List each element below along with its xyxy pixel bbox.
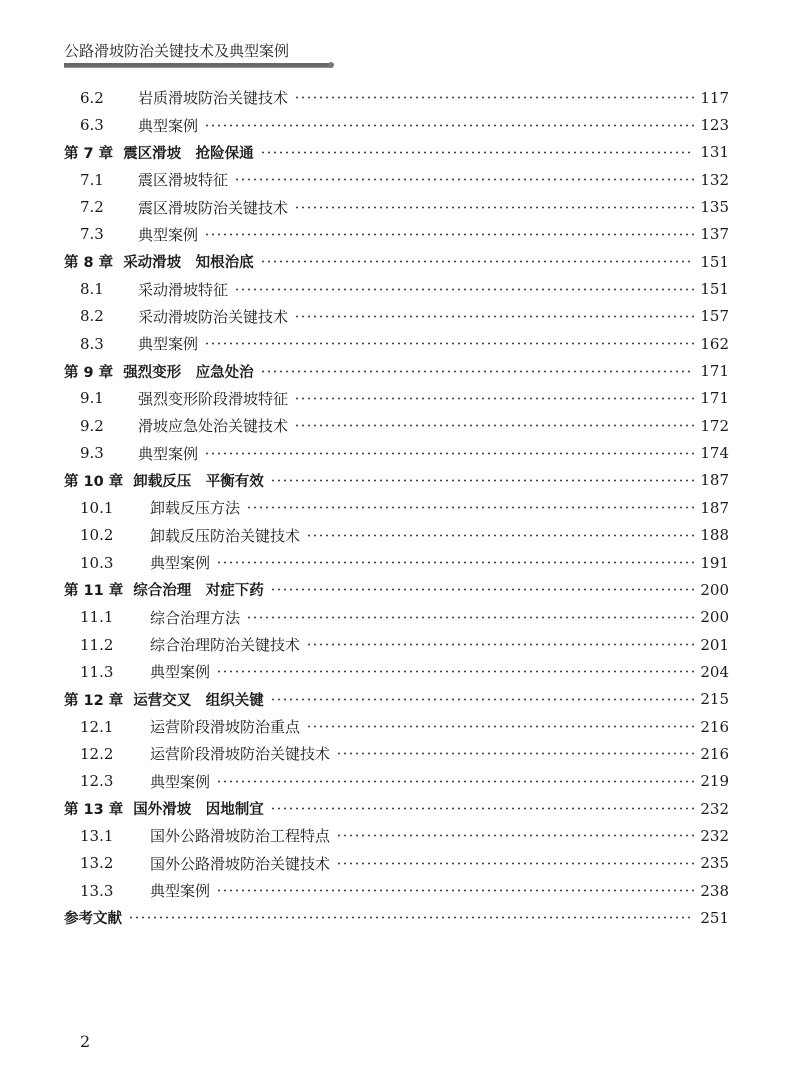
dot-leader (128, 916, 694, 919)
toc-entry-page: 251 (700, 908, 729, 927)
toc-entry-page: 162 (700, 334, 729, 353)
dot-leader (216, 889, 694, 892)
dot-leader (204, 124, 694, 127)
toc-entry-title: 岩质滑坡防治关键技术 (138, 89, 289, 108)
toc-entry-title: 采动滑坡 知根治底 (123, 255, 254, 272)
toc-entry-page: 200 (700, 580, 729, 599)
toc-entry-number: 13.1 (80, 826, 114, 845)
toc-entry-title: 典型案例 (138, 444, 199, 463)
toc-entry-page: 117 (700, 88, 729, 107)
toc-chapter-row[interactable] (64, 576, 729, 603)
toc-entry-page: 171 (700, 362, 729, 381)
toc-section-row[interactable] (64, 822, 729, 849)
toc-entry-number: 第 7 章 (64, 145, 114, 162)
dot-leader (294, 96, 694, 99)
toc-entry-page: 131 (700, 143, 729, 162)
toc-entry-title: 典型案例 (150, 554, 211, 573)
toc-entry-number: 7.2 (80, 198, 104, 217)
toc-entry-page: 215 (700, 690, 729, 709)
toc-entry-title: 运营阶段滑坡防治关键技术 (150, 745, 331, 764)
dot-leader (336, 834, 694, 837)
toc-entry-title: 典型案例 (138, 335, 199, 354)
toc-entry-title: 运营阶段滑坡防治重点 (150, 718, 301, 737)
toc-entry-number: 7.3 (80, 225, 104, 244)
toc-entry-number: 第 12 章 (64, 692, 124, 709)
toc-chapter-row[interactable] (64, 686, 729, 713)
toc-entry-title: 典型案例 (150, 772, 211, 791)
toc-entry-number: 8.2 (80, 307, 104, 326)
toc-entry-number: 9.1 (80, 389, 104, 408)
toc-entry-page: 187 (700, 471, 729, 490)
toc-entry-page: 171 (700, 389, 729, 408)
toc-entry-number: 第 13 章 (64, 802, 124, 819)
page-number: 2 (80, 1032, 91, 1051)
toc-entry-title: 运营交叉 组织关键 (133, 692, 264, 709)
toc-entry-title: 典型案例 (138, 225, 199, 244)
toc-chapter-row[interactable] (64, 467, 729, 494)
toc-entry-page: 238 (700, 881, 729, 900)
table-of-contents (64, 84, 729, 932)
toc-entry-page: 187 (700, 498, 729, 517)
dot-leader (306, 725, 694, 728)
dot-leader (216, 670, 694, 673)
toc-entry-number: 11.2 (80, 635, 114, 654)
toc-entry-page: 151 (700, 280, 729, 299)
dot-leader (294, 315, 694, 318)
toc-entry-number: 12.1 (80, 717, 114, 736)
toc-entry-page: 216 (700, 744, 729, 763)
header-rule-thin (64, 67, 330, 68)
toc-section-row[interactable] (64, 768, 729, 795)
toc-chapter-row[interactable] (64, 139, 729, 166)
toc-section-row[interactable] (64, 439, 729, 466)
toc-entry-title: 采动滑坡特征 (138, 280, 229, 299)
toc-section-row[interactable] (64, 166, 729, 193)
dot-leader (260, 151, 695, 154)
toc-entry-page: 188 (700, 526, 729, 545)
dot-leader (336, 862, 694, 865)
dot-leader (246, 616, 694, 619)
dot-leader (270, 588, 695, 591)
dot-leader (204, 233, 694, 236)
toc-section-row[interactable] (64, 275, 729, 302)
toc-entry-title: 滑坡应急处治关键技术 (138, 417, 289, 436)
toc-entry-title: 震区滑坡特征 (138, 171, 229, 190)
toc-chapter-row[interactable] (64, 357, 729, 384)
toc-section-row[interactable] (64, 494, 729, 521)
toc-entry-number: 13.3 (80, 881, 114, 900)
toc-section-row[interactable] (64, 385, 729, 412)
dot-leader (306, 643, 694, 646)
toc-entry-title: 典型案例 (150, 663, 211, 682)
toc-section-row[interactable] (64, 522, 729, 549)
toc-entry-title: 综合治理防治关键技术 (150, 636, 301, 655)
toc-entry-title: 震区滑坡 抢险保通 (123, 145, 254, 162)
toc-entry-number: 10.1 (80, 498, 114, 517)
toc-entry-number: 8.1 (80, 280, 104, 299)
toc-entry-page: 151 (700, 252, 729, 271)
toc-entry-title: 典型案例 (138, 116, 199, 135)
toc-section-row[interactable] (64, 631, 729, 658)
toc-section-row[interactable] (64, 412, 729, 439)
toc-entry-number: 第 9 章 (64, 364, 114, 381)
toc-section-row[interactable] (64, 193, 729, 220)
toc-entry-page: 191 (700, 553, 729, 572)
toc-entry-title: 综合治理 对症下药 (133, 583, 264, 600)
toc-entry-title: 采动滑坡防治关键技术 (138, 307, 289, 326)
toc-entry-number: 6.2 (80, 88, 104, 107)
toc-chapter-row[interactable] (64, 904, 729, 931)
dot-leader (294, 424, 694, 427)
dot-leader (216, 561, 694, 564)
toc-entry-title: 国外公路滑坡防治工程特点 (150, 827, 331, 846)
toc-entry-title: 参考文献 (64, 911, 122, 928)
dot-leader (270, 698, 695, 701)
toc-entry-number: 12.3 (80, 772, 114, 791)
toc-entry-page: 204 (700, 662, 729, 681)
dot-leader (260, 370, 695, 373)
toc-entry-page: 232 (700, 799, 729, 818)
toc-entry-title: 卸载反压方法 (150, 499, 241, 518)
toc-chapter-row[interactable] (64, 248, 729, 275)
dot-leader (270, 479, 695, 482)
dot-leader (234, 288, 694, 291)
toc-entry-number: 12.2 (80, 744, 114, 763)
toc-entry-number: 10.2 (80, 526, 114, 545)
toc-section-row[interactable] (64, 221, 729, 248)
toc-section-row[interactable] (64, 549, 729, 576)
toc-entry-title: 震区滑坡防治关键技术 (138, 198, 289, 217)
toc-entry-title: 国外滑坡 因地制宜 (133, 802, 264, 819)
toc-entry-number: 8.3 (80, 334, 104, 353)
toc-entry-number: 7.1 (80, 170, 104, 189)
toc-entry-page: 232 (700, 826, 729, 845)
toc-entry-page: 172 (700, 416, 729, 435)
toc-section-row[interactable] (64, 330, 729, 357)
toc-entry-page: 219 (700, 772, 729, 791)
toc-section-row[interactable] (64, 713, 729, 740)
toc-section-row[interactable] (64, 111, 729, 138)
toc-entry-title: 卸载反压 平衡有效 (133, 473, 264, 490)
toc-entry-number: 6.3 (80, 116, 104, 135)
toc-entry-page: 135 (700, 198, 729, 217)
toc-entry-title: 强烈变形 应急处治 (123, 364, 254, 381)
toc-entry-number: 11.1 (80, 608, 114, 627)
running-header-title: 公路滑坡防治关键技术及典型案例 (64, 42, 290, 60)
toc-section-row[interactable] (64, 850, 729, 877)
toc-chapter-row[interactable] (64, 795, 729, 822)
toc-entry-page: 123 (700, 116, 729, 135)
toc-entry-page: 157 (700, 307, 729, 326)
toc-entry-page: 200 (700, 608, 729, 627)
toc-entry-page: 132 (700, 170, 729, 189)
toc-section-row[interactable] (64, 740, 729, 767)
toc-entry-number: 9.2 (80, 416, 104, 435)
toc-entry-number: 13.2 (80, 854, 114, 873)
toc-entry-number: 第 10 章 (64, 473, 124, 490)
toc-entry-page: 174 (700, 444, 729, 463)
dot-leader (246, 506, 694, 509)
dot-leader (204, 452, 694, 455)
dot-leader (270, 807, 695, 810)
toc-section-row[interactable] (64, 877, 729, 904)
toc-entry-title: 强烈变形阶段滑坡特征 (138, 389, 289, 408)
dot-leader (204, 342, 694, 345)
toc-section-row[interactable] (64, 84, 729, 111)
toc-entry-title: 卸载反压防治关键技术 (150, 526, 301, 545)
toc-entry-number: 9.3 (80, 444, 104, 463)
dot-leader (336, 752, 694, 755)
dot-leader (260, 260, 695, 263)
toc-entry-page: 201 (700, 635, 729, 654)
toc-section-row[interactable] (64, 604, 729, 631)
dot-leader (294, 206, 694, 209)
toc-section-row[interactable] (64, 658, 729, 685)
toc-entry-number: 11.3 (80, 662, 114, 681)
toc-entry-page: 216 (700, 717, 729, 736)
toc-entry-number: 第 8 章 (64, 255, 114, 272)
toc-entry-page: 137 (700, 225, 729, 244)
toc-entry-page: 235 (700, 854, 729, 873)
toc-section-row[interactable] (64, 303, 729, 330)
dot-leader (294, 397, 694, 400)
toc-entry-title: 综合治理方法 (150, 608, 241, 627)
dot-leader (216, 780, 694, 783)
toc-entry-title: 典型案例 (150, 882, 211, 901)
dot-leader (234, 178, 694, 181)
dot-leader (306, 534, 694, 537)
toc-entry-number: 第 11 章 (64, 583, 124, 600)
toc-entry-number: 10.3 (80, 553, 114, 572)
toc-entry-title: 国外公路滑坡防治关键技术 (150, 854, 331, 873)
header-rule-dot (328, 62, 334, 68)
